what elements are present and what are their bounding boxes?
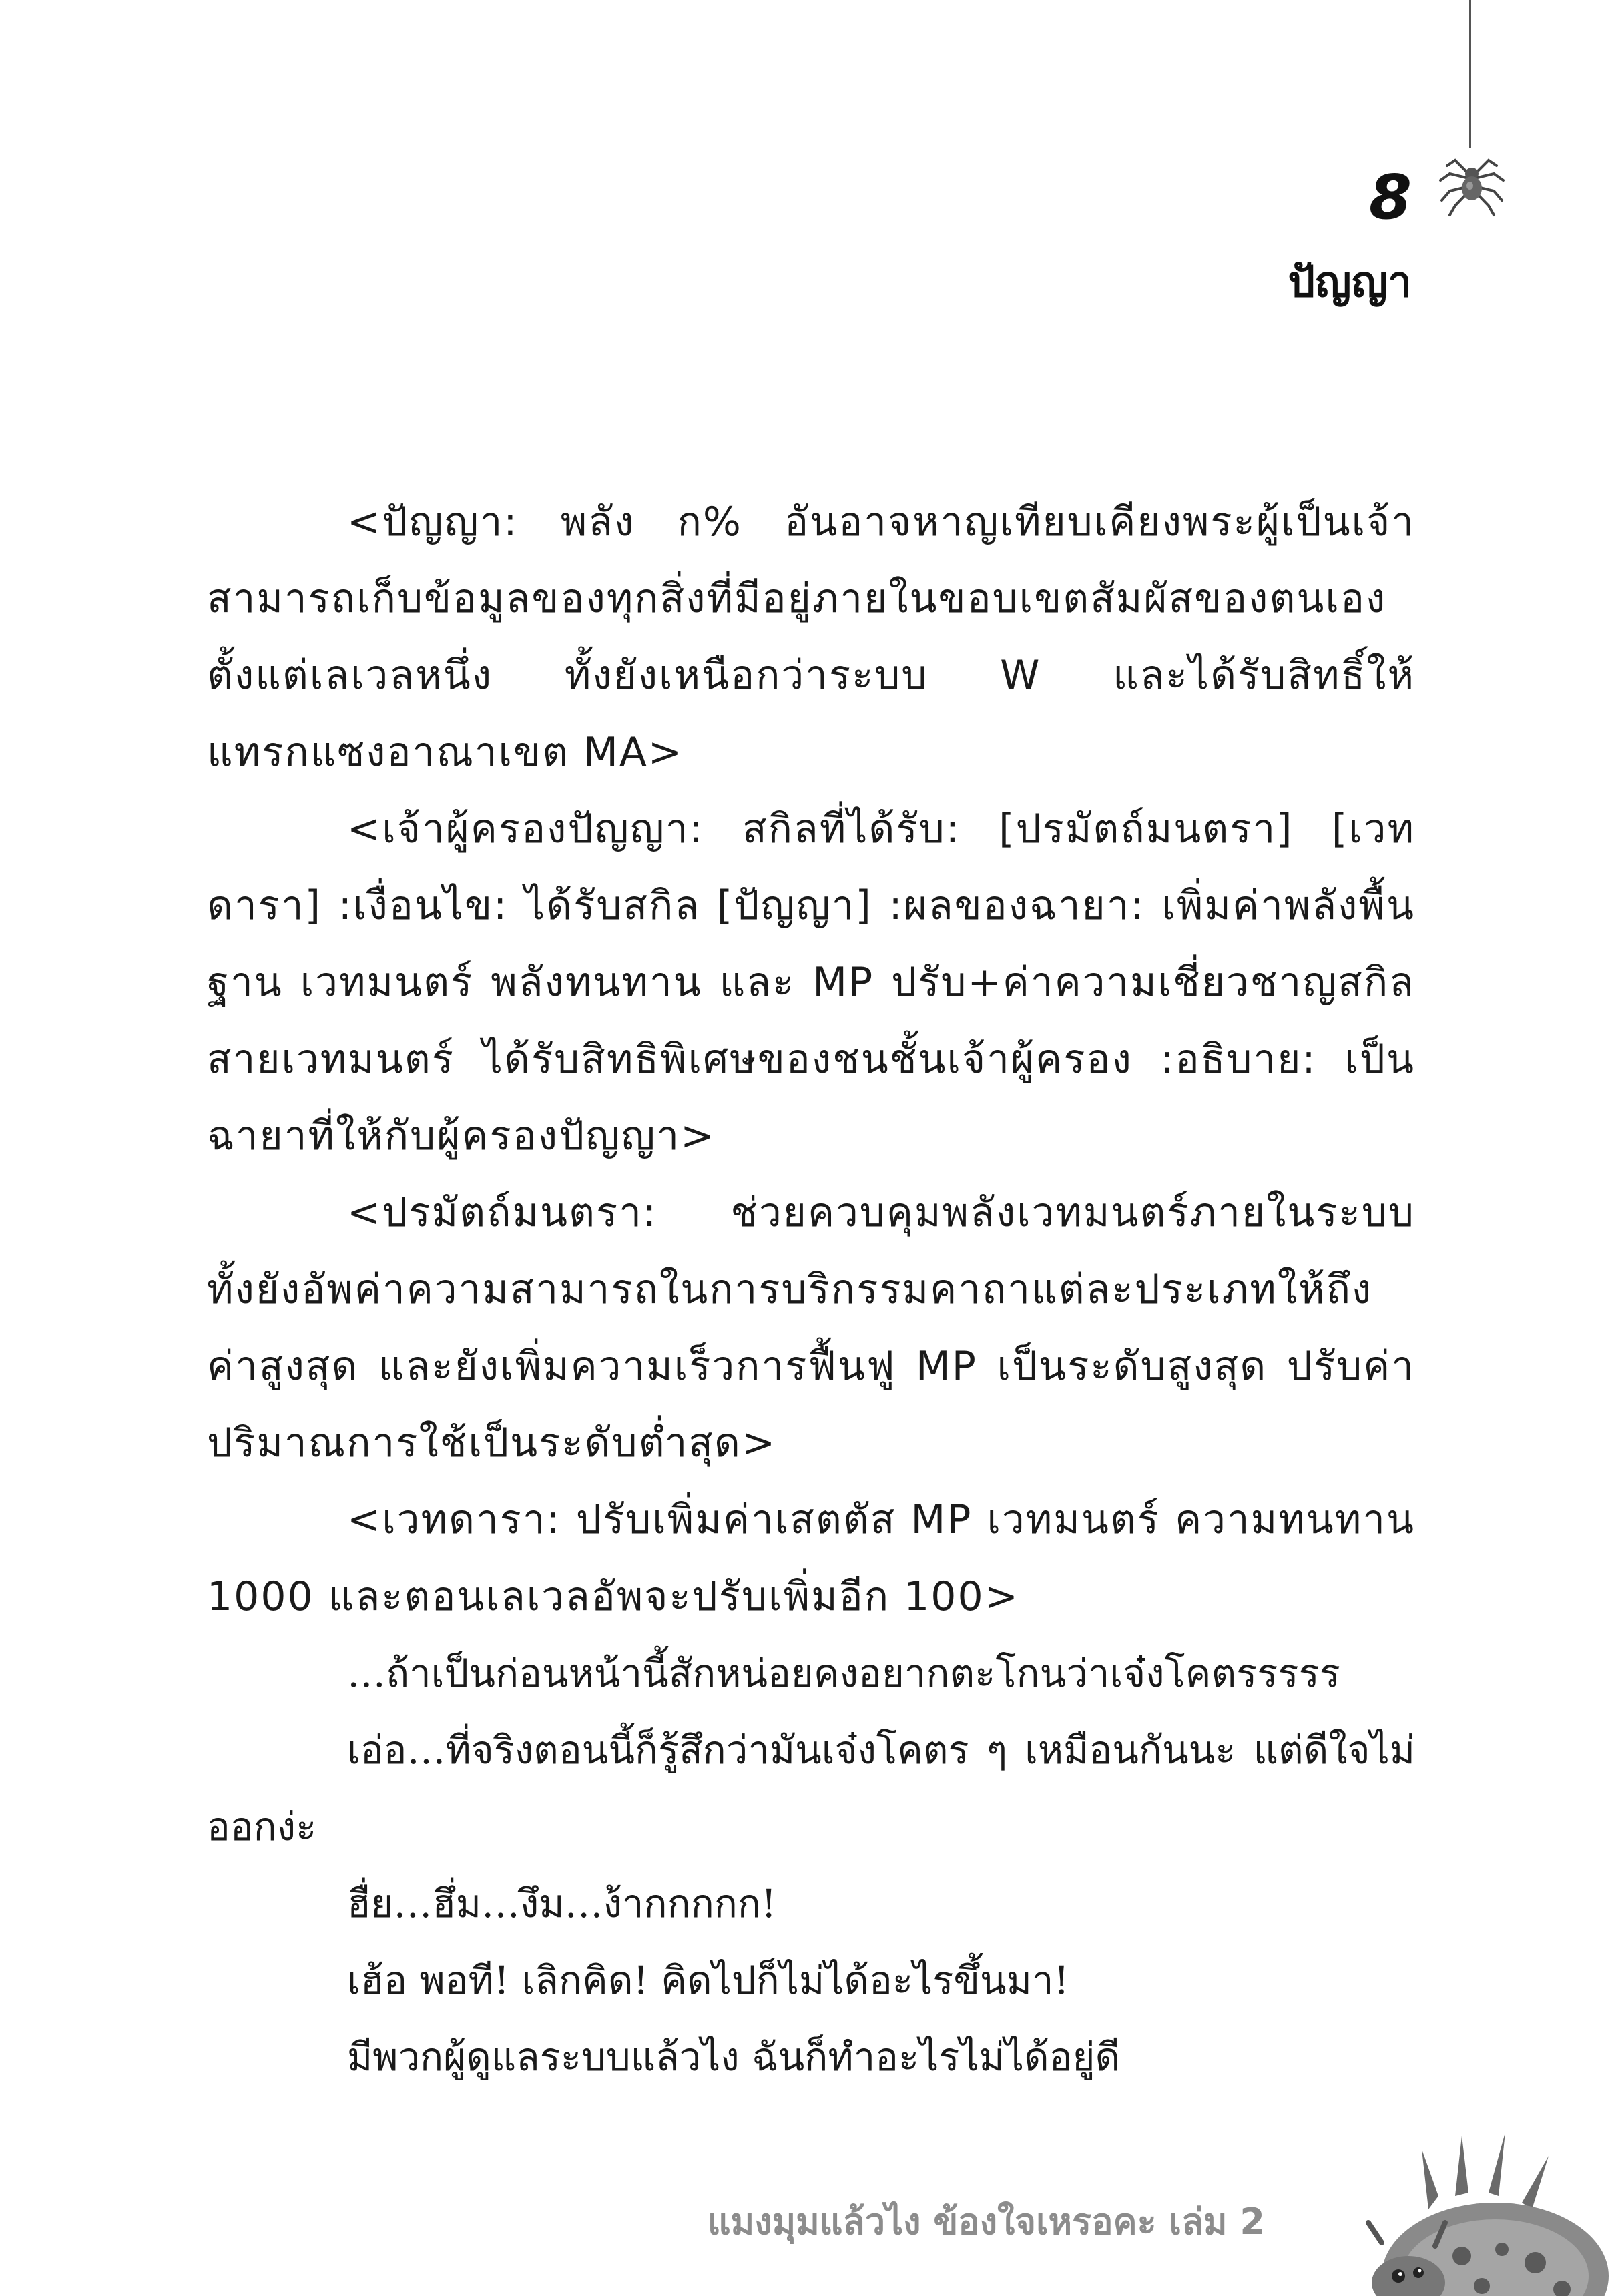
system-message-paragraph: <เจ้าผู้ครองปัญญา: สกิลที่ได้รับ: [ปรมัตถ์มนตรา] [เวทดารา] :เงื่อนไข: ได้รับสกิล [ปัญญา] :ผลของฉายา: เพิ่มค่าพลังพื้นฐาน เวทมนตร์ พลังทนทาน และ MP ปรับ+ค่าความเชี่ยวชาญสกิลสายเวทมนตร์ ได้รับสิทธิพิเศษของชนชั้นเจ้าผู้ครอง :อธิบาย: เป็นฉายาที่ให้กับผู้ครองปัญญา> xyxy=(207,806,1415,1159)
spider-icon xyxy=(1435,147,1509,220)
narration-paragraph: เอ่อ…ที่จริงตอนนี้ก็รู้สึกว่ามันเจ๋งโคตร ๆ เหมือนกันนะ แต่ดีใจไม่ออกง่ะ xyxy=(207,1727,1415,1849)
spider-mascot-illustration xyxy=(1328,2122,1612,2296)
system-message-paragraph: <เวทดารา: ปรับเพิ่มค่าเสตตัส MP เวทมนตร์ ความทนทาน 1000 และตอนเลเวลอัพจะปรับเพิ่มอีก 100> xyxy=(207,1496,1415,1620)
narration-paragraph: เฮ้อ พอที! เลิกคิด! คิดไปก็ไม่ได้อะไรขึ้นมา! xyxy=(347,1958,1069,2003)
system-message-paragraph: <ปรมัตถ์มนตรา: ช่วยควบคุมพลังเวทมนตร์ภายในระบบ ทั้งยังอัพค่าความสามารถในการบริกรรมคาถาแต่ละประเภทให้ถึงค่าสูงสุด และยังเพิ่มความเร็วการฟื้นฟู MP เป็นระดับสูงสุด ปรับค่าปริมาณการใช้เป็นระดับต่ำสุด> xyxy=(207,1189,1415,1466)
system-message-paragraph: <ปัญญา: พลัง ก% อันอาจหาญเทียบเคียงพระผู้เป็นเจ้า สามารถเก็บข้อมูลของทุกสิ่งที่มีอยู่ภายในขอบเขตสัมผัสของตนเองตั้งแต่เลเวลหนึ่ง ทั้งยังเหนือกว่าระบบ W และได้รับสิทธิ์ให้แทรกแซงอาณาเขต MA> xyxy=(207,499,1415,776)
chapter-number: 8 xyxy=(1368,162,1412,233)
narration-paragraph: มีพวกผู้ดูแลระบบแล้วไง ฉันก็ทำอะไรไม่ได้อยู่ดี xyxy=(347,2034,1121,2080)
spider-thread xyxy=(1469,0,1471,148)
body-text xyxy=(207,484,1415,2096)
footer-book-title: แมงมุมแล้วไง ข้องใจเหรอคะ เล่ม 2 xyxy=(707,2201,1265,2243)
narration-paragraph: ฮื่ย…ฮึ่ม…งึม…ง้ากกกกก! xyxy=(347,1881,777,1926)
narration-paragraph: …ถ้าเป็นก่อนหน้านี้สักหน่อยคงอยากตะโกนว่าเจ๋งโคตรรรรร xyxy=(347,1651,1340,1696)
chapter-title: ปัญญา xyxy=(1288,258,1412,307)
